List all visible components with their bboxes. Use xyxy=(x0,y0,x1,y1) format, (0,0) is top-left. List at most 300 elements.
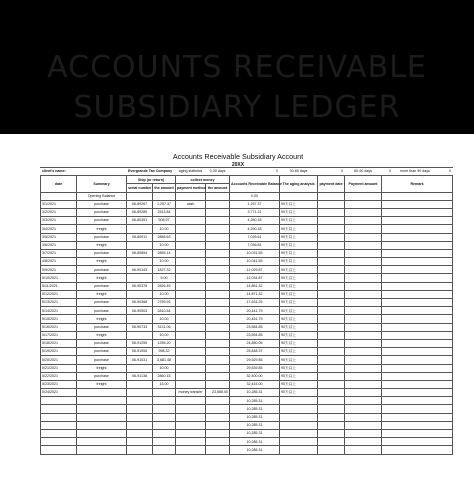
cell-collect-amount xyxy=(206,421,230,429)
cell-aging: 90天以上 xyxy=(280,299,318,307)
cell-payment-amount xyxy=(345,290,382,298)
ledger-table xyxy=(40,167,453,455)
cell-date xyxy=(41,192,77,200)
cell-payment-date xyxy=(318,413,345,421)
cell-serial-number xyxy=(127,380,153,388)
table-row xyxy=(41,249,453,257)
cell-collect-amount xyxy=(206,372,230,380)
cell-serial-number xyxy=(127,274,153,282)
col-header-remark: Remark xyxy=(382,176,453,192)
cell-payment-amount xyxy=(345,372,382,380)
cell-payment-method xyxy=(176,315,206,323)
cell-remark xyxy=(382,282,453,290)
bucket-over-90-label: more than 90 days xyxy=(399,168,415,176)
cell-balance: 3,771.21 xyxy=(230,208,280,216)
cell-collect-amount xyxy=(206,200,230,208)
cell-balance: 12,029.87 xyxy=(230,266,280,274)
cell-remark xyxy=(382,405,453,413)
cell-collect-amount xyxy=(206,348,230,356)
cell-payment-amount xyxy=(345,200,382,208)
cell-payment-method xyxy=(176,266,206,274)
cell-aging: 90天以上 xyxy=(280,364,318,372)
cell-ship-amount xyxy=(153,389,176,397)
cell-collect-amount xyxy=(206,323,230,331)
cell-summary: freight xyxy=(77,258,127,266)
cell-payment-date xyxy=(318,421,345,429)
cell-ship-amount: 10.00 xyxy=(153,315,176,323)
aging-statistics-label: aging statistics xyxy=(176,168,206,176)
cell-balance: 7,036.81 xyxy=(230,241,280,249)
cell-collect-amount: 23,585.00 xyxy=(206,389,230,397)
cell-aging: 90天以上 xyxy=(280,274,318,282)
cell-ship-amount: 2810.54 xyxy=(153,307,176,315)
cell-balance: 10,285.31 xyxy=(230,430,280,438)
cell-payment-method xyxy=(176,323,206,331)
cell-payment-amount xyxy=(345,364,382,372)
table-row xyxy=(41,282,453,290)
cell-balance: 10,285.31 xyxy=(230,438,280,446)
cell-payment-method xyxy=(176,225,206,233)
cell-remark xyxy=(382,200,453,208)
cell-payment-method xyxy=(176,339,206,347)
cell-ship-amount: 2759.93 xyxy=(153,299,176,307)
cell-remark xyxy=(382,274,453,282)
cell-ship-amount: 10.00 xyxy=(153,241,176,249)
cell-summary: purchase xyxy=(77,348,127,356)
cell-remark xyxy=(382,307,453,315)
cell-remark xyxy=(382,315,453,323)
cell-ship-amount: 998.32 xyxy=(153,348,176,356)
cell-payment-amount xyxy=(345,274,382,282)
cell-payment-amount xyxy=(345,225,382,233)
cell-date: 5/21/2021 xyxy=(41,364,77,372)
table-row xyxy=(41,438,453,446)
cell-summary: freight xyxy=(77,274,127,282)
cell-date: 3/4/2021 xyxy=(41,225,77,233)
cell-balance: 24,850.05 xyxy=(230,339,280,347)
cell-payment-method xyxy=(176,282,206,290)
cell-ship-amount: 10.00 xyxy=(153,331,176,339)
cell-ship-amount: 10.00 xyxy=(153,364,176,372)
cell-remark xyxy=(382,380,453,388)
cell-date: 5/15/2021 xyxy=(41,315,77,323)
cell-collect-amount xyxy=(206,364,230,372)
cell-collect-amount xyxy=(206,307,230,315)
cell-date xyxy=(41,446,77,454)
cell-summary xyxy=(77,389,127,397)
cell-payment-amount xyxy=(345,438,382,446)
cell-payment-amount xyxy=(345,430,382,438)
cell-payment-amount xyxy=(345,266,382,274)
cell-serial-number: 06-90503 xyxy=(127,307,153,315)
cell-payment-date xyxy=(318,225,345,233)
cell-payment-method: cash xyxy=(176,200,206,208)
cell-payment-method xyxy=(176,258,206,266)
cell-remark xyxy=(382,266,453,274)
table-row xyxy=(41,299,453,307)
cell-payment-date xyxy=(318,274,345,282)
cell-collect-amount xyxy=(206,356,230,364)
cell-balance: 7,026.61 xyxy=(230,233,280,241)
cell-remark xyxy=(382,372,453,380)
cell-payment-amount xyxy=(345,389,382,397)
cell-remark xyxy=(382,192,453,200)
cell-aging: 90天以上 xyxy=(280,348,318,356)
cell-serial-number xyxy=(127,364,153,372)
header-row-1 xyxy=(41,176,453,184)
cell-remark xyxy=(382,364,453,372)
cell-date xyxy=(41,405,77,413)
cell-payment-amount xyxy=(345,258,382,266)
cell-collect-amount xyxy=(206,290,230,298)
cell-remark xyxy=(382,208,453,216)
table-row xyxy=(41,274,453,282)
cell-ship-amount: 5.00 xyxy=(153,274,176,282)
cell-serial-number: 06-80911 xyxy=(127,233,153,241)
cell-date xyxy=(41,413,77,421)
table-row xyxy=(41,233,453,241)
cell-ship-amount xyxy=(153,430,176,438)
cell-collect-amount xyxy=(206,249,230,257)
table-row xyxy=(41,405,453,413)
cell-date: 3/5/2021 xyxy=(41,233,77,241)
cell-date xyxy=(41,438,77,446)
cell-date: 3/3/2021 xyxy=(41,217,77,225)
cell-payment-amount xyxy=(345,331,382,339)
bucket-over-90-value: 0 xyxy=(415,168,453,176)
cell-aging: 90天以上 xyxy=(280,249,318,257)
table-row xyxy=(41,315,453,323)
cell-aging: 90天以上 xyxy=(280,307,318,315)
cell-remark xyxy=(382,249,453,257)
cell-serial-number xyxy=(127,192,153,200)
cell-ship-amount xyxy=(153,421,176,429)
table-row xyxy=(41,241,453,249)
cell-serial-number: 06-80351 xyxy=(127,217,153,225)
cell-collect-amount xyxy=(206,225,230,233)
cell-summary: purchase xyxy=(77,339,127,347)
client-info-row xyxy=(41,168,453,176)
cell-serial-number xyxy=(127,413,153,421)
cell-payment-amount xyxy=(345,323,382,331)
cell-remark xyxy=(382,438,453,446)
cell-serial-number xyxy=(127,389,153,397)
cell-date: 3/2/2021 xyxy=(41,208,77,216)
table-row xyxy=(41,364,453,372)
table-row xyxy=(41,356,453,364)
cell-summary: freight xyxy=(77,241,127,249)
cell-payment-date xyxy=(318,217,345,225)
cell-serial-number xyxy=(127,446,153,454)
cell-payment-date xyxy=(318,307,345,315)
cell-remark xyxy=(382,299,453,307)
cell-collect-amount xyxy=(206,208,230,216)
cell-serial-number: 06-91138 xyxy=(127,372,153,380)
cell-balance: 29,529.85 xyxy=(230,356,280,364)
cell-summary: purchase xyxy=(77,200,127,208)
cell-serial-number xyxy=(127,241,153,249)
cell-date xyxy=(41,397,77,405)
cell-ship-amount: 2855.14 xyxy=(153,249,176,257)
cell-aging: 90天以上 xyxy=(280,266,318,274)
cell-payment-date xyxy=(318,405,345,413)
cell-remark xyxy=(382,356,453,364)
cell-payment-date xyxy=(318,233,345,241)
cell-summary: freight xyxy=(77,225,127,233)
cell-collect-amount xyxy=(206,299,230,307)
cell-payment-method xyxy=(176,397,206,405)
cell-payment-date xyxy=(318,339,345,347)
cell-payment-method xyxy=(176,348,206,356)
cell-payment-amount xyxy=(345,339,382,347)
sheet-title: Accounts Receivable Subsidiary Account xyxy=(172,152,304,161)
cell-summary xyxy=(77,446,127,454)
cell-ship-amount: 3,681.48 xyxy=(153,356,176,364)
cell-aging xyxy=(280,446,318,454)
table-row xyxy=(41,348,453,356)
cell-serial-number: 06-89289 xyxy=(127,208,153,216)
cell-remark xyxy=(382,348,453,356)
cell-balance: 4,290.18 xyxy=(230,225,280,233)
cell-ship-amount: 2885.63 xyxy=(153,233,176,241)
cell-balance: 10,041.55 xyxy=(230,258,280,266)
cell-date: 5/10/2021 xyxy=(41,274,77,282)
cell-payment-method xyxy=(176,405,206,413)
cell-remark xyxy=(382,430,453,438)
cell-aging: 90天以上 xyxy=(280,372,318,380)
cell-balance: 12,034.87 xyxy=(230,274,280,282)
cell-aging xyxy=(280,397,318,405)
cell-serial-number xyxy=(127,421,153,429)
cell-payment-amount xyxy=(345,233,382,241)
cell-ship-amount: 2860.15 xyxy=(153,372,176,380)
cell-payment-date xyxy=(318,200,345,208)
cell-ship-amount: 1255.20 xyxy=(153,339,176,347)
cell-summary: freight xyxy=(77,315,127,323)
sheet-year: 20XX xyxy=(231,162,245,168)
cell-ship-amount xyxy=(153,438,176,446)
col-header-payment-date: payment date xyxy=(318,176,345,192)
cell-payment-amount xyxy=(345,356,382,364)
cell-payment-method xyxy=(176,299,206,307)
cell-payment-date xyxy=(318,249,345,257)
cell-summary: Opening Balance xyxy=(77,192,127,200)
cell-summary xyxy=(77,421,127,429)
cell-summary: purchase xyxy=(77,282,127,290)
cell-summary: purchase xyxy=(77,299,127,307)
title-banner xyxy=(0,0,474,134)
cell-aging: 90天以上 xyxy=(280,331,318,339)
cell-payment-method xyxy=(176,307,206,315)
cell-payment-date xyxy=(318,299,345,307)
table-row xyxy=(41,258,453,266)
cell-date: 5/17/2021 xyxy=(41,331,77,339)
cell-aging xyxy=(280,405,318,413)
cell-payment-date xyxy=(318,290,345,298)
cell-date: 5/20/2021 xyxy=(41,356,77,364)
cell-date: 5/23/2021 xyxy=(41,380,77,388)
cell-payment-method xyxy=(176,438,206,446)
cell-payment-amount xyxy=(345,421,382,429)
cell-payment-amount xyxy=(345,380,382,388)
cell-balance: 10,285.31 xyxy=(230,405,280,413)
cell-collect-amount xyxy=(206,380,230,388)
cell-ship-amount: 10.00 xyxy=(153,290,176,298)
cell-date: 5/11/2021 xyxy=(41,282,77,290)
cell-balance: 23,584.85 xyxy=(230,323,280,331)
cell-summary: freight xyxy=(77,290,127,298)
cell-payment-date xyxy=(318,397,345,405)
cell-payment-date xyxy=(318,348,345,356)
cell-payment-date xyxy=(318,438,345,446)
cell-collect-amount xyxy=(206,438,230,446)
cell-summary: purchase xyxy=(77,233,127,241)
cell-remark xyxy=(382,339,453,347)
cell-balance: 23,594.85 xyxy=(230,331,280,339)
col-group-ship: Ship (or return) xyxy=(127,176,176,184)
cell-payment-method xyxy=(176,217,206,225)
cell-serial-number: 06-90378 xyxy=(127,282,153,290)
cell-serial-number xyxy=(127,405,153,413)
cell-summary xyxy=(77,430,127,438)
cell-collect-amount xyxy=(206,331,230,339)
table-row xyxy=(41,372,453,380)
cell-summary: freight xyxy=(77,364,127,372)
cell-balance: 14,871.32 xyxy=(230,290,280,298)
cell-payment-method xyxy=(176,380,206,388)
cell-collect-amount xyxy=(206,217,230,225)
table-row xyxy=(41,339,453,347)
cell-remark xyxy=(382,389,453,397)
cell-aging: 90天以上 xyxy=(280,208,318,216)
cell-aging: 90天以上 xyxy=(280,339,318,347)
cell-remark xyxy=(382,397,453,405)
cell-payment-method xyxy=(176,290,206,298)
cell-payment-date xyxy=(318,241,345,249)
bucket-60-90-label: 60-90 days xyxy=(345,168,382,176)
cell-balance: 20,451.79 xyxy=(230,315,280,323)
cell-remark xyxy=(382,225,453,233)
cell-balance: 10,031.55 xyxy=(230,249,280,257)
cell-balance: 10,285.31 xyxy=(230,397,280,405)
cell-collect-amount xyxy=(206,405,230,413)
ledger-sheet xyxy=(20,138,456,483)
banner-title-line-1: ACCOUNTS RECEIVABLE xyxy=(47,50,427,85)
cell-aging: 90天以上 xyxy=(280,217,318,225)
cell-date: 5/14/2021 xyxy=(41,307,77,315)
cell-summary xyxy=(77,405,127,413)
cell-balance: 20,441.79 xyxy=(230,307,280,315)
cell-date: 3/1/2021 xyxy=(41,200,77,208)
cell-ship-amount: 10.00 xyxy=(153,258,176,266)
cell-remark xyxy=(382,421,453,429)
cell-payment-date xyxy=(318,364,345,372)
cell-balance: 32,415.00 xyxy=(230,380,280,388)
cell-remark xyxy=(382,331,453,339)
cell-payment-date xyxy=(318,380,345,388)
cell-remark xyxy=(382,241,453,249)
cell-summary: purchase xyxy=(77,356,127,364)
cell-date: 5/22/2021 xyxy=(41,372,77,380)
cell-aging: 90天以上 xyxy=(280,200,318,208)
bucket-60-90-value: 0 xyxy=(382,168,399,176)
cell-balance: 10,285.31 xyxy=(230,446,280,454)
banner-title-line-2: SUBSIDIARY LEDGER xyxy=(73,90,401,125)
cell-collect-amount xyxy=(206,397,230,405)
cell-aging: 90天以上 xyxy=(280,225,318,233)
cell-summary: purchase xyxy=(77,208,127,216)
cell-date xyxy=(41,430,77,438)
cell-ship-amount: 508.97 xyxy=(153,217,176,225)
cell-collect-amount xyxy=(206,315,230,323)
cell-serial-number: 06-90368 xyxy=(127,299,153,307)
table-row xyxy=(41,217,453,225)
table-row xyxy=(41,208,453,216)
cell-date: 5/13/2021 xyxy=(41,299,77,307)
cell-payment-amount xyxy=(345,405,382,413)
cell-payment-date xyxy=(318,266,345,274)
cell-aging: 90天以上 xyxy=(280,389,318,397)
client-label: client's name: xyxy=(41,168,127,176)
cell-payment-amount xyxy=(345,315,382,323)
table-row xyxy=(41,200,453,208)
cell-balance: 4,280.18 xyxy=(230,217,280,225)
cell-payment-method xyxy=(176,241,206,249)
cell-ship-amount: 1827.32 xyxy=(153,266,176,274)
cell-balance: 10,285.31 xyxy=(230,389,280,397)
table-row xyxy=(41,389,453,397)
cell-aging: 90天以上 xyxy=(280,315,318,323)
cell-aging xyxy=(280,438,318,446)
table-row xyxy=(41,307,453,315)
cell-ship-amount: 1,257.37 xyxy=(153,200,176,208)
cell-summary: purchase xyxy=(77,372,127,380)
cell-collect-amount xyxy=(206,274,230,282)
cell-payment-method xyxy=(176,208,206,216)
cell-aging xyxy=(280,430,318,438)
cell-payment-date xyxy=(318,208,345,216)
cell-collect-amount xyxy=(206,266,230,274)
col-group-collect: collect money xyxy=(176,176,230,184)
cell-summary: purchase xyxy=(77,323,127,331)
cell-balance: 1,257.37 xyxy=(230,200,280,208)
cell-payment-method xyxy=(176,274,206,282)
cell-balance: 32,400.00 xyxy=(230,372,280,380)
cell-payment-date xyxy=(318,430,345,438)
cell-balance: 17,631.25 xyxy=(230,299,280,307)
table-row xyxy=(41,430,453,438)
cell-date: 5/16/2021 xyxy=(41,323,77,331)
cell-serial-number: 06-90143 xyxy=(127,266,153,274)
table-row xyxy=(41,413,453,421)
cell-payment-date xyxy=(318,323,345,331)
cell-serial-number: 06-91006 xyxy=(127,348,153,356)
col-header-aging: The aging analysis xyxy=(280,176,318,192)
cell-summary: freight xyxy=(77,380,127,388)
cell-payment-date xyxy=(318,389,345,397)
cell-payment-amount xyxy=(345,249,382,257)
cell-aging xyxy=(280,192,318,200)
cell-payment-method xyxy=(176,233,206,241)
table-row xyxy=(41,380,453,388)
cell-payment-amount xyxy=(345,348,382,356)
cell-payment-date xyxy=(318,372,345,380)
table-row xyxy=(41,225,453,233)
cell-balance: 14,861.32 xyxy=(230,282,280,290)
cell-serial-number xyxy=(127,430,153,438)
cell-ship-amount xyxy=(153,397,176,405)
cell-date: 3/7/2021 xyxy=(41,249,77,257)
